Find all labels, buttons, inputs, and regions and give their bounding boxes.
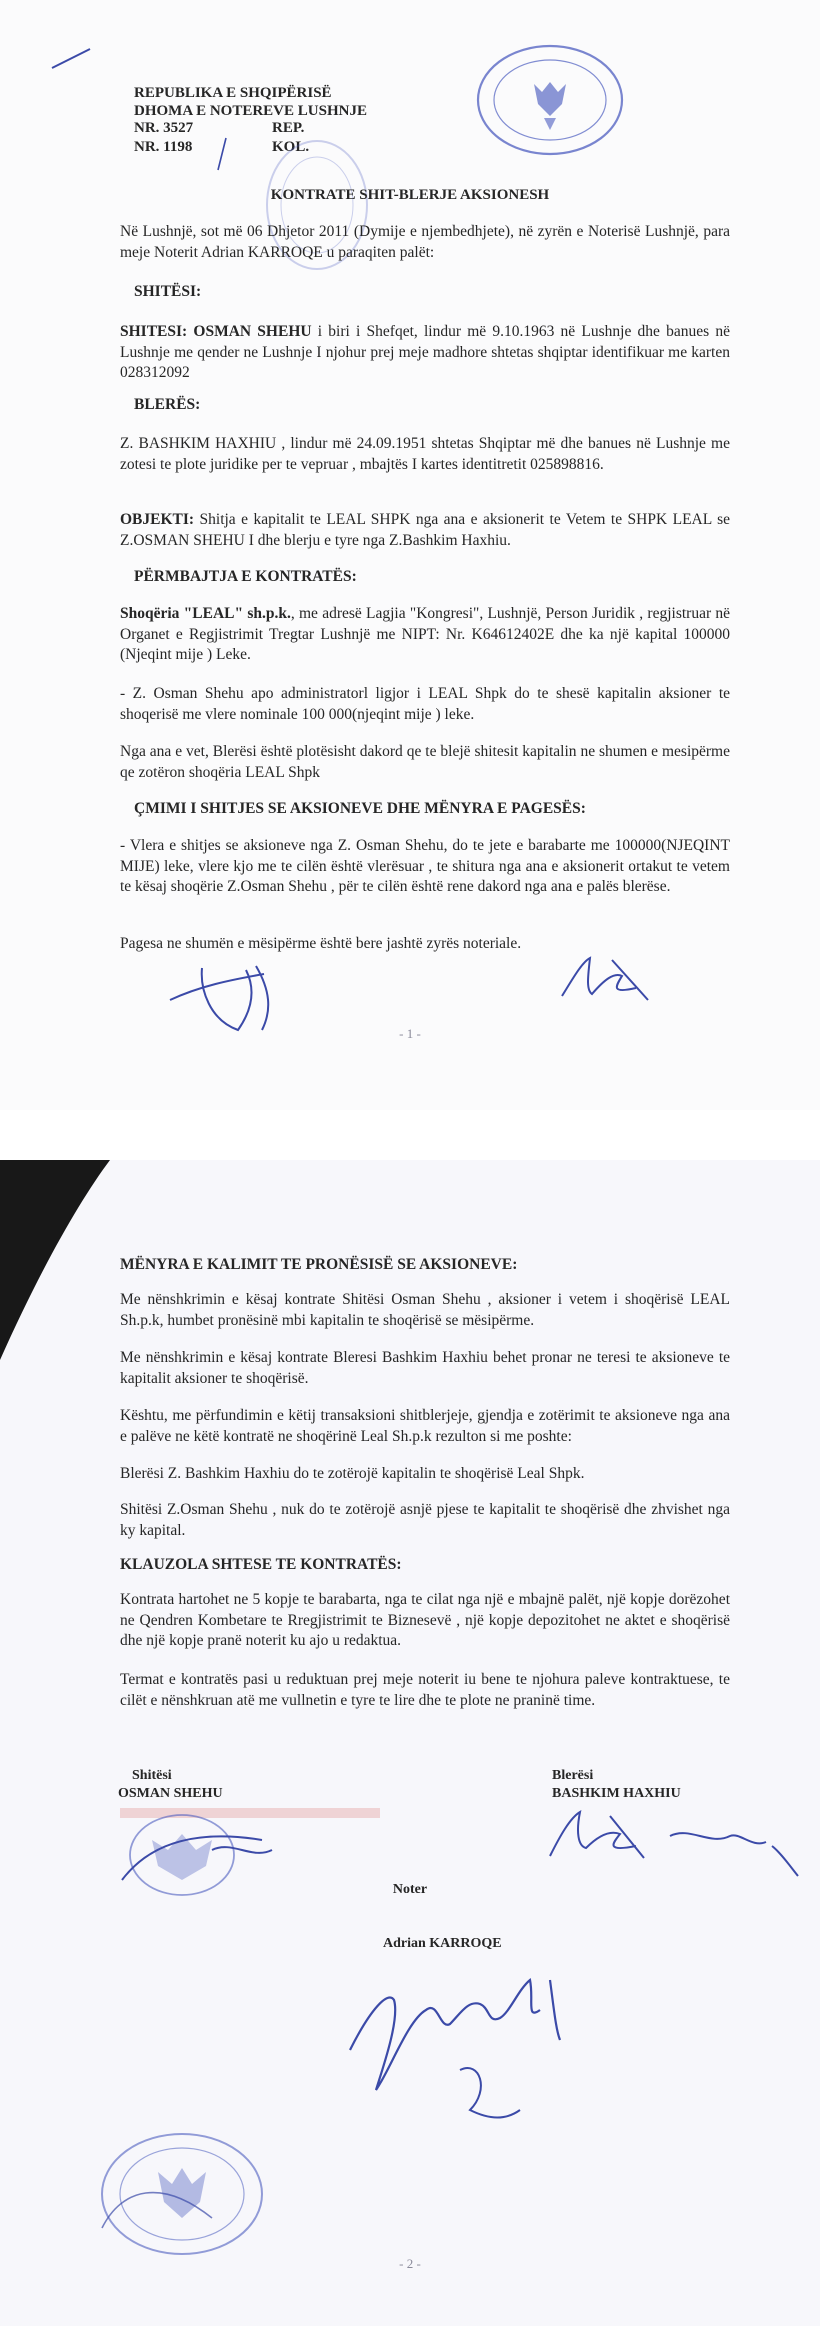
buyer-signature-name: BASHKIM HAXHIU <box>552 1786 681 1801</box>
notary-label: Noter <box>392 1882 428 1897</box>
content-heading: PËRMBAJTJA E KONTRATËS: <box>134 568 357 585</box>
buyer-signature-label: Blerësi <box>552 1768 594 1783</box>
kol-suffix: KOL. <box>272 139 310 155</box>
buyer-paragraph: Z. BASHKIM HAXHIU , lindur më 24.09.1951 shtetas Shqiptar më dhe banues në Lushnje me zotesi te plote juridike per te vepruar , mbajtës I kartes identitretit 025898816. <box>120 435 730 473</box>
notary-name: Adrian KARROQE <box>383 1936 502 1951</box>
seller-heading: SHITËSI: <box>134 283 202 300</box>
rep-number: NR. 3527 <box>134 120 194 136</box>
buyer-initials-signature <box>552 950 662 1010</box>
transfer-paragraph-1: Me nënshkrimin e kësaj kontrate Shitësi Osman Shehu , aksioner i vetem i shoqërisë LEAL Sh.p.k, humbet pronësinë mbi kapitalin te shoqërisë se mësipërme. <box>120 1291 730 1329</box>
company-details: , me adresë Lagjia "Kongresi", Lushnjë, Person Juridik , regjistruar në Organet e Regjistrimit Tregtar Lushnjë me NIPT: Nr. K64612402E dhe ka një kapital 100000 (Njeqint mije ) Leke. <box>120 605 730 663</box>
document-page-1 <box>0 0 820 1110</box>
transfer-paragraph-4: Blerësi Z. Bashkim Haxhiu do te zotërojë kapitalin te shoqërisë Leal Shpk. <box>120 1465 585 1482</box>
kol-number: NR. 1198 <box>134 139 193 155</box>
intro-paragraph: Në Lushnjë, sot më 06 Dhjetor 2011 (Dymije e njembedhjete), në zyrën e Noterisë Lushnjë, para meje Noterit Adrian KARROQE u paraqiten palët: <box>120 223 730 261</box>
price-paragraph-1: - Vlera e shitjes se aksioneve nga Z. Osman Shehu, do te jete e barabarte me 100000(NJEQINT MIJE) leke, vlere kjo me te cilën është vlerësuar , te shitura nga ana e aksionerit ortakut te vetem te kësaj shoqërie Z.Osman Shehu , për te cilën është rene dakord nga ana e palës blerëse. <box>120 837 730 895</box>
content-paragraph-1 <box>120 604 730 666</box>
buyer-signature <box>540 1796 810 1886</box>
seller-initials-signature <box>160 950 300 1035</box>
notary-seal-icon <box>82 2118 282 2268</box>
content-paragraph-2: - Z. Osman Shehu apo administratorl ligjor i LEAL Shpk do te shesë kapitalin aksioner te shoqerisë me vlere nominale 100 000(njeqint mije ) leke. <box>120 685 730 723</box>
header-country: REPUBLIKA E SHQIPËRISË <box>134 85 332 101</box>
transfer-paragraph-5: Shitësi Z.Osman Shehu , nuk do te zotërojë asnjë pjese te kapitalit te shoqërisë dhe zhvishet nga ky kapital. <box>120 1501 730 1539</box>
page-number-2: - 2 - <box>399 2256 421 2271</box>
scan-corner-shadow <box>0 1160 120 1370</box>
rep-suffix: REP. <box>272 120 305 136</box>
header-chamber: DHOMA E NOTEREVE LUSHNJE <box>134 103 367 119</box>
content-paragraph-3: Nga ana e vet, Blerësi është plotësisht dakord qe te blejë shitesit kapitalin ne shumen e mesipërme qe zotëron shoqëria LEAL Shpk <box>120 743 730 781</box>
clause-paragraph-2: Termat e kontratës pasi u reduktuan prej meje noterit iu bene te njohura paleve kontraktuese, te cilët e nënshkruan atë me vullnetin e tyre te lire dhe te plote ne praninë time. <box>120 1671 730 1709</box>
transfer-heading: MËNYRA E KALIMIT TE PRONËSISË SE AKSIONEVE: <box>120 1256 518 1273</box>
page-gap <box>0 1110 820 1160</box>
price-paragraph-2: Pagesa ne shumën e mësipërme është bere jashtë zyrës noteriale. <box>120 935 522 952</box>
contract-title: KONTRATE SHIT-BLERJE AKSIONESH <box>270 187 550 203</box>
transfer-paragraph-3: Kështu, me përfundimin e këtij transaksioni shitblerjeje, gjendja e zotërimit te aksioneve nga ana e palëve ne këtë kontratë ne shoqërinë Leal Sh.p.k rezulton si me poshte: <box>120 1407 730 1445</box>
price-heading: ÇMIMI I SHITJES SE AKSIONEVE DHE MËNYRA E PAGESËS: <box>134 800 586 817</box>
notary-signature <box>330 1920 600 2160</box>
seller-signature-name: OSMAN SHEHU <box>118 1786 223 1801</box>
object-label: OBJEKTI: <box>120 511 195 528</box>
pen-mark-icon <box>212 136 232 176</box>
clause-paragraph-1: Kontrata hartohet ne 5 kopje te barabarta, nga te cilat nga një e mbajnë palët, një kopje dorëzohet ne Qendren Kombetare te Rregjistrimit te Biznesevë , një kopje depozitohet ne aktet e shoqërisë dhe një kopje pranë noterit ku ajo u redaktua. <box>120 1591 730 1649</box>
clause-heading: KLAUZOLA SHTESE TE KONTRATËS: <box>120 1556 402 1573</box>
document-page-2 <box>0 1160 820 2326</box>
seller-paragraph <box>120 322 730 384</box>
seller-details: i biri i Shefqet, lindur më 9.10.1963 në Lushnje dhe banues në Lushnje me qender ne Lushnje I njohur prej meje madhore shtetas shqiptar identifikuar me karten 028312092 <box>120 323 730 381</box>
seller-signature-label: Shitësi <box>132 1768 172 1783</box>
page-number-1: - 1 - <box>399 1026 421 1041</box>
pen-mark-icon <box>50 46 94 72</box>
company-name: Shoqëria "LEAL" sh.p.k. <box>120 605 291 622</box>
object-paragraph <box>120 510 730 551</box>
seller-name: SHITESI: OSMAN SHEHU <box>120 323 312 340</box>
buyer-heading: BLERËS: <box>134 396 201 413</box>
transfer-paragraph-2: Me nënshkrimin e kësaj kontrate Bleresi Bashkim Haxhiu behet pronar ne teresi te aksioneve te kapitalit aksioner te shoqërisë. <box>120 1349 730 1387</box>
object-details: Shitja e kapitalit te LEAL SHPK nga ana e aksionerit te Vetem te SHPK LEAL se Z.OSMAN SHEHU I dhe blerju e tyre nga Z.Bashkim Haxhiu. <box>120 511 730 549</box>
notary-seal-icon <box>470 42 630 162</box>
